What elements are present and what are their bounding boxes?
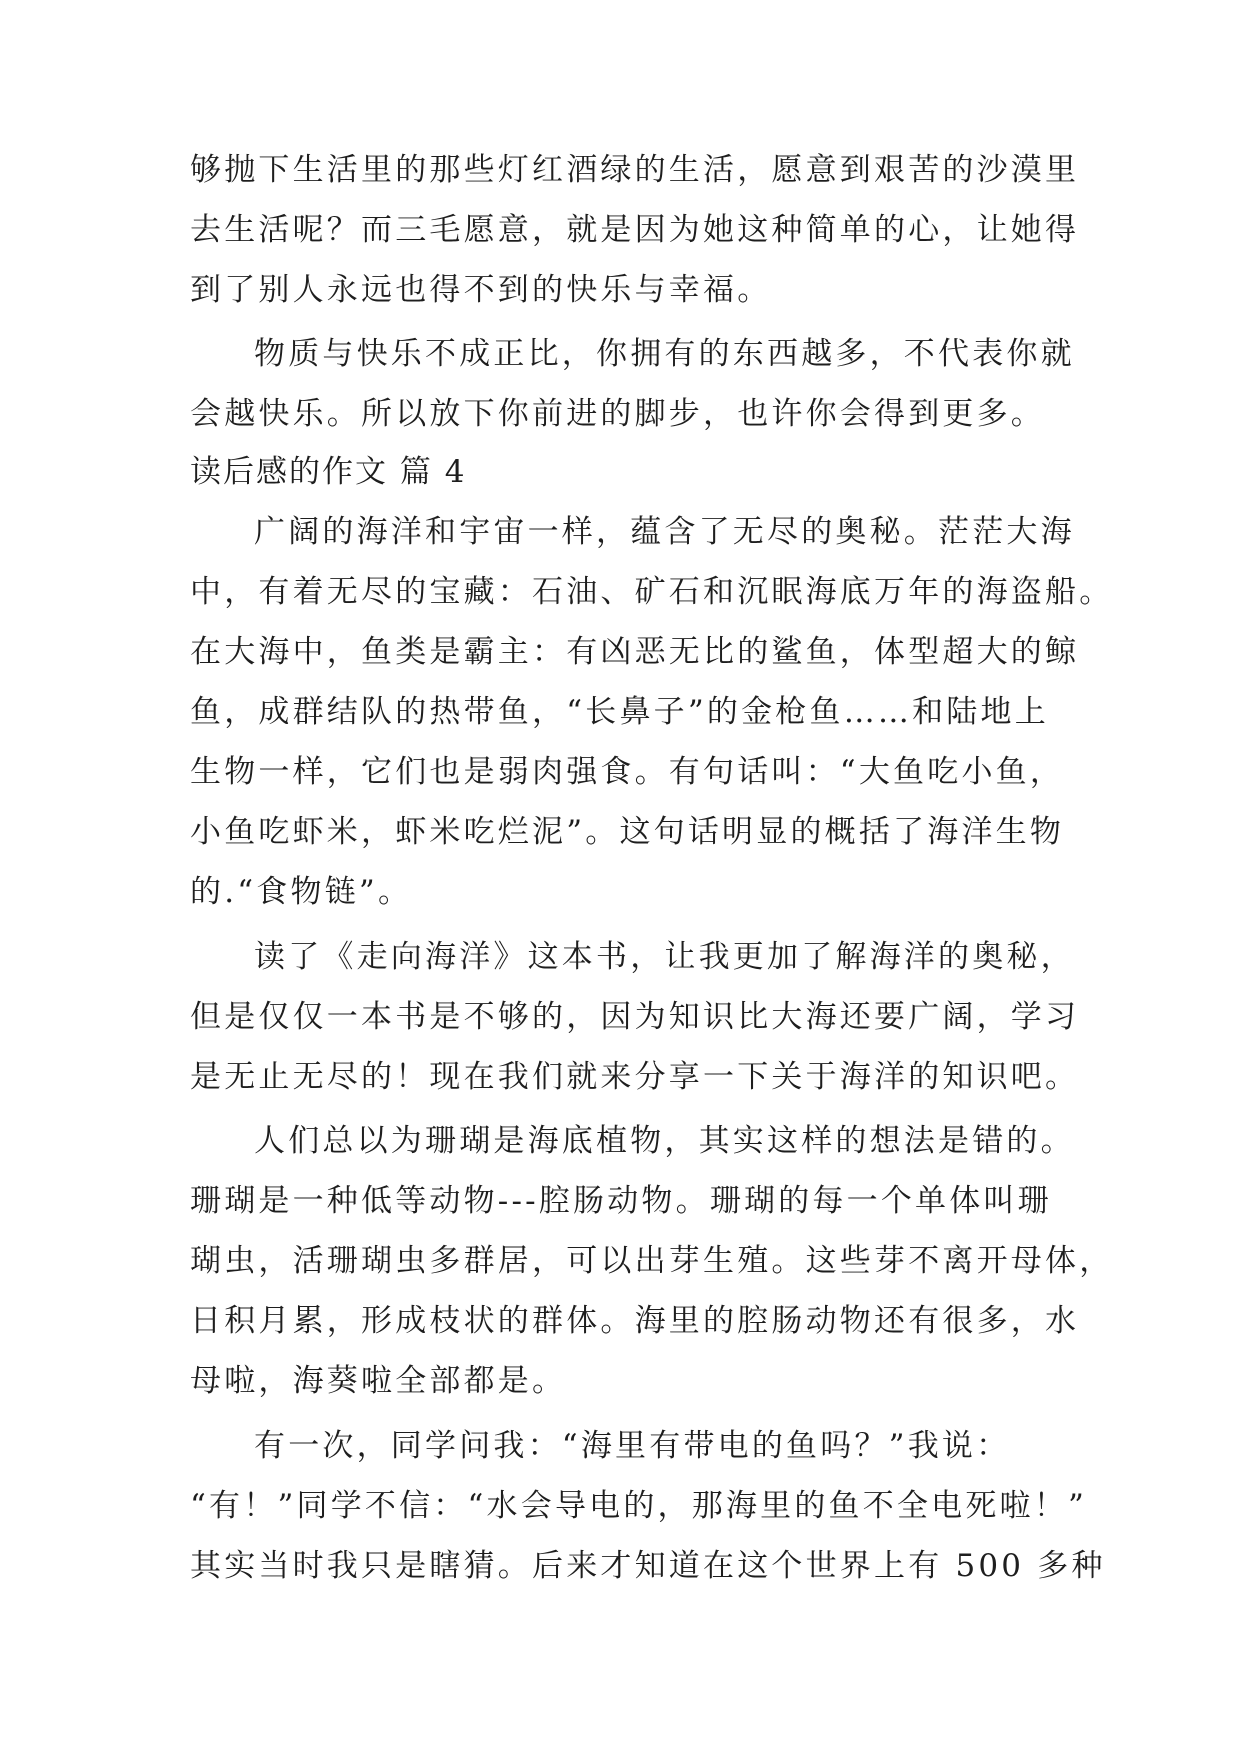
text-line: 去生活呢？而三毛愿意，就是因为她这种简单的心，让她得 [190,212,1080,248]
text-line: 在大海中，鱼类是霸主：有凶恶无比的鲨鱼，体型超大的鲸 [190,634,1080,670]
paragraph-first-line: 有一次，同学问我：“海里有带电的鱼吗？”我说： [254,1428,1011,1464]
text-line: 瑚虫，活珊瑚虫多群居，可以出芽生殖。这些芽不离开母体， [190,1243,1114,1279]
text-line: 的.“食物链”。 [190,874,413,910]
text-line: 生物一样，它们也是弱肉强食。有句话叫：“大鱼吃小鱼， [190,754,1065,790]
paragraph-first-line: 广阔的海洋和宇宙一样，蕴含了无尽的奥秘。茫茫大海 [254,514,1075,550]
text-line: 中，有着无尽的宝藏：石油、矿石和沉眠海底万年的海盗船。 [190,574,1114,610]
section-heading: 读后感的作文 篇 4 [190,454,467,490]
text-line: 日积月累，形成枝状的群体。海里的腔肠动物还有很多，水 [190,1303,1080,1339]
paragraph-first-line: 物质与快乐不成正比，你拥有的东西越多，不代表你就 [254,336,1075,372]
paragraph-first-line: 读了《走向海洋》这本书，让我更加了解海洋的奥秘， [254,939,1075,975]
text-line: 鱼，成群结队的热带鱼，“长鼻子”的金枪鱼……和陆地上 [190,694,1049,730]
paragraph-first-line: 人们总以为珊瑚是海底植物，其实这样的想法是错的。 [254,1123,1075,1159]
text-line: 小鱼吃虾米，虾米吃烂泥”。这句话明显的概括了海洋生物 [190,814,1065,850]
text-line: 珊瑚是一种低等动物---腔肠动物。珊瑚的每一个单体叫珊 [190,1183,1052,1219]
text-line: 但是仅仅一本书是不够的，因为知识比大海还要广阔，学习 [190,999,1080,1035]
text-line: 够抛下生活里的那些灯红酒绿的生活，愿意到艰苦的沙漠里 [190,152,1080,188]
text-line: 会越快乐。所以放下你前进的脚步，也许你会得到更多。 [190,396,1045,432]
text-line: “有！”同学不信：“水会导电的，那海里的鱼不全电死啦！” [190,1488,1087,1524]
text-line: 母啦，海葵啦全部都是。 [190,1363,567,1399]
text-line: 到了别人永远也得不到的快乐与幸福。 [190,272,772,308]
text-line: 是无止无尽的！现在我们就来分享一下关于海洋的知识吧。 [190,1059,1080,1095]
text-line: 其实当时我只是瞎猜。后来才知道在这个世界上有 500 多种 [190,1548,1106,1584]
